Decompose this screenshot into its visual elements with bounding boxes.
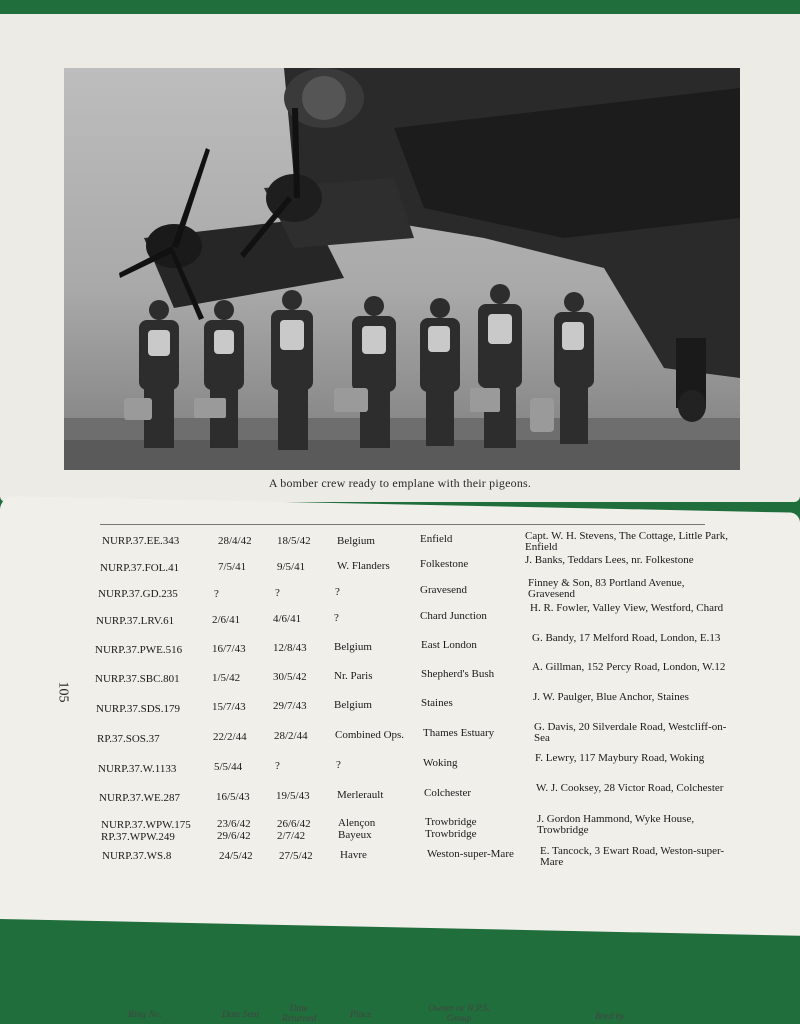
ring-number: RP.37.SOS.37 [97,733,160,745]
place: Combined Ops. [335,729,405,741]
ring-number: NURP.37.WS.8 [102,850,172,862]
column-header-place: Place [350,1010,372,1020]
date-returned: 9/5/41 [277,561,306,573]
page-number: 105 [55,681,71,703]
date-returned: 19/5/43 [276,790,310,802]
ring-number: NURP.37.WPW.175 [101,819,191,831]
date-sent: 29/6/42 [217,830,251,842]
date-returned: 2/7/42 [277,830,306,842]
date-returned: 28/2/44 [274,730,308,742]
date-returned: 18/5/42 [277,535,311,547]
owner: Weston-super-Mare [427,848,514,860]
bomber-crew-illustration [64,68,740,470]
place: Belgium [337,535,375,547]
owner: Staines [421,697,453,709]
ring-number: NURP.37.PWE.516 [95,644,183,656]
date-sent: 24/5/42 [219,850,253,862]
column-header-sent: Date Sent [222,1010,260,1020]
bred-by: G. Bandy, 17 Melford Road, London, E.13 [532,632,721,644]
ring-number: NURP.37.WE.287 [99,792,180,804]
date-sent: 16/7/43 [212,643,246,655]
bred-by: F. Lewry, 117 Maybury Road, Woking [535,752,705,764]
bred-by: J. Banks, Teddars Lees, nr. Folkestone [525,554,694,566]
ring-number: NURP.37.EE.343 [102,535,180,547]
date-returned: ? [275,760,280,772]
ring-number: NURP.37.W.1133 [98,763,177,775]
date-sent: 23/6/42 [217,818,251,830]
date-returned: 26/6/42 [277,818,311,830]
bred-by: W. J. Cooksey, 28 Victor Road, Colchester [536,782,724,794]
bred-by: G. Davis, 20 Silverdale Road, Westcliff-on-Sea [534,721,727,744]
date-sent: 7/5/41 [218,561,247,573]
ring-number: NURP.37.SDS.179 [96,703,181,715]
owner: Woking [423,757,458,769]
owner: Trowbridge [425,816,477,828]
bred-by: A. Gillman, 152 Percy Road, London, W.12 [532,661,726,673]
owner: Gravesend [420,584,468,596]
bomber-crew-photograph [64,68,740,470]
place: W. Flanders [337,560,390,572]
date-returned: ? [275,587,280,599]
owner: Colchester [424,787,472,799]
column-header-ring: Ring No. [128,1010,162,1020]
column-header-returned: Date Returned [281,1004,317,1024]
date-sent: 1/5/42 [212,672,241,684]
bred-by: Finney & Son, 83 Portland Avenue, Gravesend [528,577,685,600]
ring-number: NURP.37.FOL.41 [100,562,180,574]
place: Havre [340,849,367,861]
date-sent: ? [214,588,219,600]
bred-by: E. Tancock, 3 Ewart Road, Weston-super-Mare [540,845,725,868]
place: Merlerault [337,789,384,801]
date-sent: 15/7/43 [212,701,246,713]
date-sent: 22/2/44 [213,731,247,743]
date-sent: 5/5/44 [214,761,243,773]
owner: Enfield [420,533,453,545]
header-rule [100,524,705,525]
place: Belgium [334,699,372,711]
bred-by: J. Gordon Hammond, Wyke House, Trowbridge [537,813,695,836]
ring-number: NURP.37.LRV.61 [96,615,175,627]
date-sent: 28/4/42 [218,535,252,547]
ring-number: RP.37.WPW.249 [101,831,175,843]
bred-by: H. R. Fowler, Valley View, Westford, Chard [530,602,724,614]
place: ? [336,759,341,771]
photo-caption: A bomber crew ready to emplane with their pigeons. [268,476,532,490]
owner: Folkestone [420,558,469,570]
date-sent: 16/5/43 [216,791,250,803]
owner: Shepherd's Bush [421,668,495,680]
column-header-owner: Owner or N.P.S. Group [428,1004,490,1024]
place: ? [335,586,340,598]
date-returned: 12/8/43 [273,642,307,654]
column-header-bred: Bred by [595,1012,625,1022]
place: Belgium [334,641,372,653]
owner: Thames Estuary [423,727,495,739]
bred-by: J. W. Paulger, Blue Anchor, Staines [533,691,689,703]
date-returned: 4/6/41 [273,613,302,625]
owner: East London [421,639,477,651]
place: ? [334,612,339,624]
date-returned: 27/5/42 [279,850,313,862]
date-returned: 30/5/42 [273,671,307,683]
place: Alençon [338,817,376,829]
owner: Trowbridge [425,828,477,840]
date-sent: 2/6/41 [212,614,241,626]
owner: Chard Junction [420,610,487,622]
place: Nr. Paris [334,670,373,682]
ring-number: NURP.37.GD.235 [98,588,178,600]
date-returned: 29/7/43 [273,700,307,712]
ring-number: NURP.37.SBC.801 [95,673,180,685]
place: Bayeux [338,829,372,841]
bred-by: Capt. W. H. Stevens, The Cottage, Little Park, Enfield [525,530,728,553]
